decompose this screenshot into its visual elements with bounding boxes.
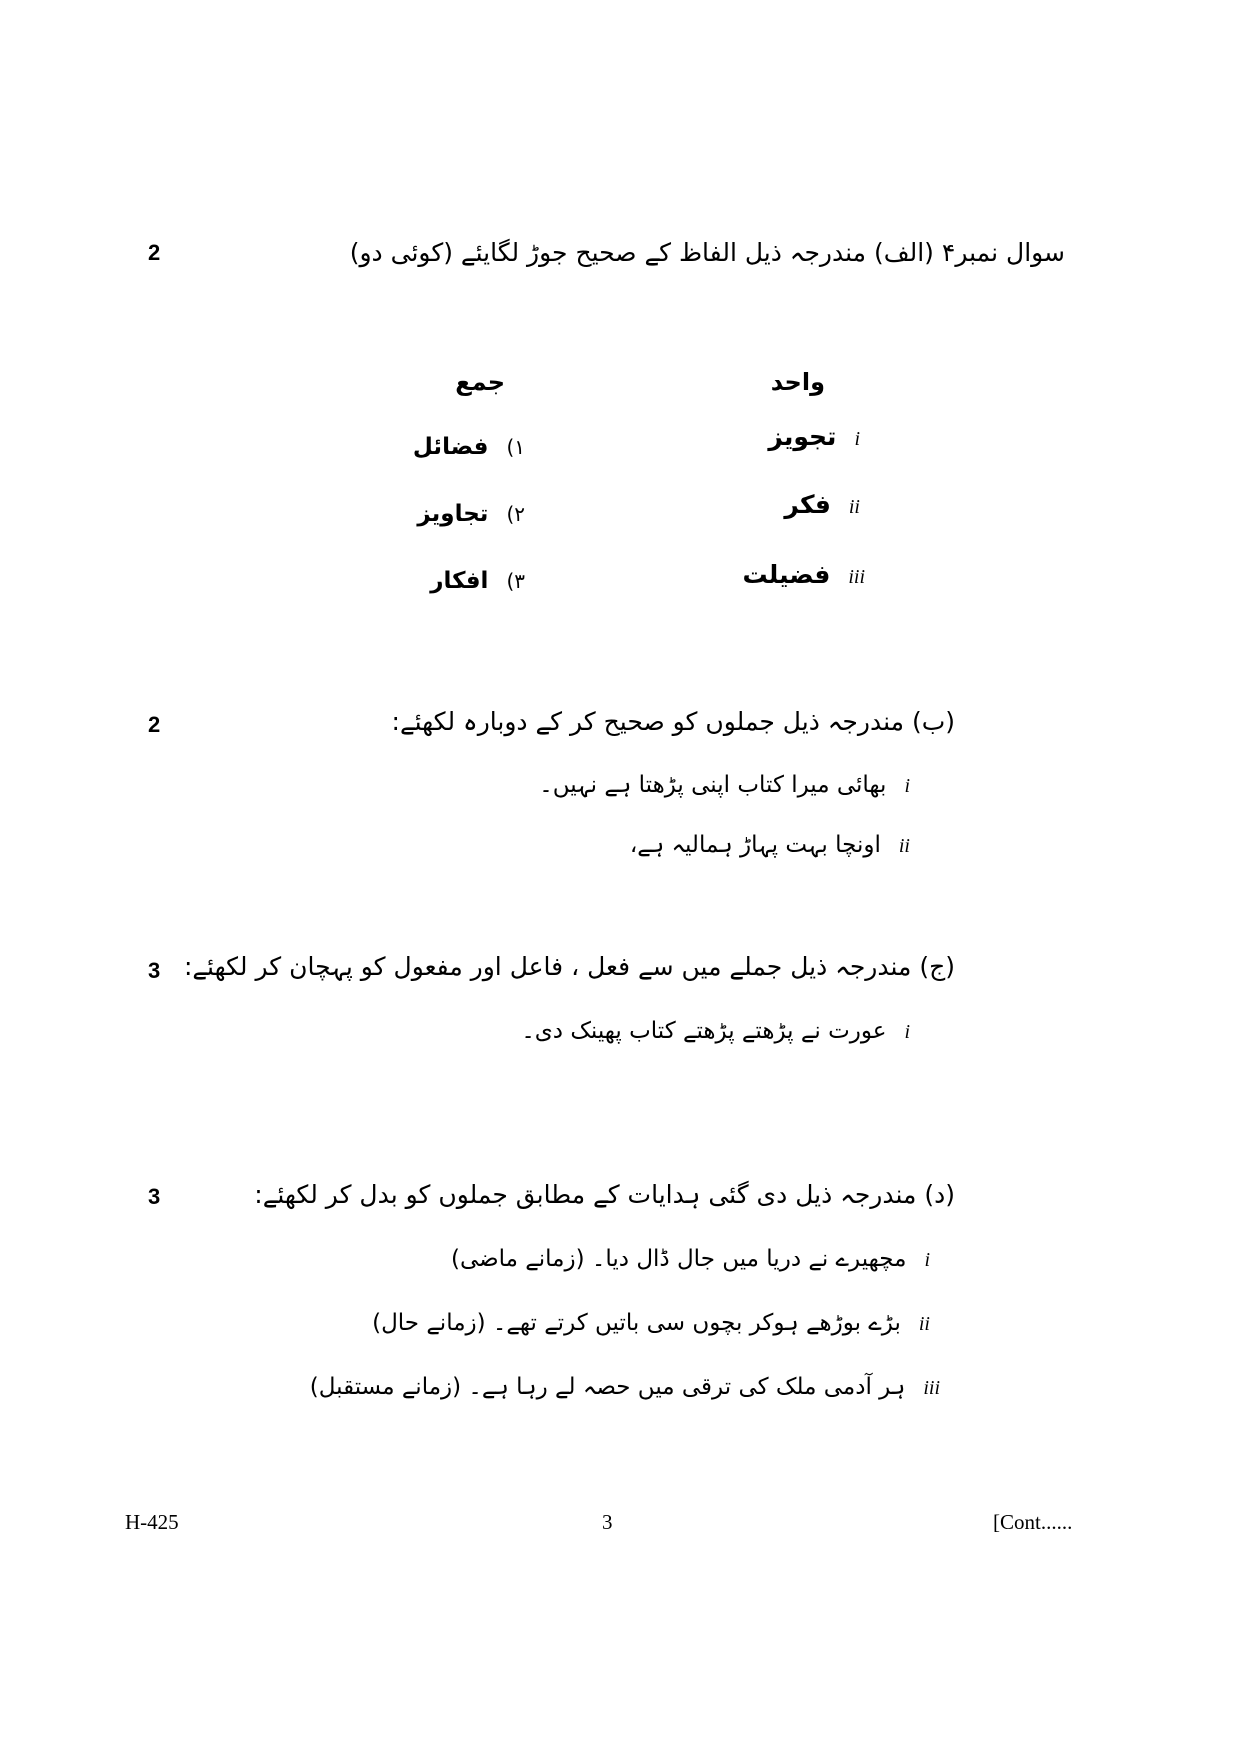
plural-item [417, 501, 525, 527]
item-text: اونچا بہت پہاڑ ہمالیہ ہے، [629, 832, 881, 858]
item-number: ii [918, 1313, 930, 1335]
item-number: ۱) [506, 435, 525, 459]
q4d-item [451, 1246, 930, 1272]
singular-word: فضیلت [742, 560, 831, 589]
plural-item [430, 568, 525, 594]
item-number: i [904, 775, 910, 797]
q4a-marks: 2 [148, 240, 161, 265]
item-number: ۲) [506, 502, 525, 526]
q4c-marks: 3 [148, 958, 161, 983]
plural-column-header: جمع [455, 368, 505, 396]
continuation-note: [Cont...... [993, 1510, 1073, 1534]
item-number: ii [848, 496, 860, 518]
item-number: i [904, 1021, 910, 1043]
plural-item [413, 434, 525, 460]
q4d-item [310, 1374, 940, 1400]
q4b-marks: 2 [148, 712, 161, 737]
page-number: 3 [602, 1510, 613, 1534]
singular-item [742, 560, 865, 589]
q4d-item [372, 1310, 930, 1336]
q4d-marks: 3 [148, 1184, 161, 1209]
item-text: ہر آدمی ملک کی ترقی میں حصہ لے رہا ہے۔ (زمانے مستقبل) [309, 1374, 906, 1400]
q4c-heading: (ج) مندرجہ ذیل جملے میں سے فعل ، فاعل اور مفعول کو پہچان کر لکھئے: [183, 952, 955, 981]
item-number: iii [923, 1377, 940, 1399]
singular-item [768, 422, 860, 451]
plural-word: تجاویز [417, 501, 489, 527]
singular-column-header: واحد [770, 368, 825, 396]
plural-word: افکار [430, 568, 489, 594]
item-text: مچھیرے نے دریا میں جال ڈال دیا۔ (زمانے ماضی) [450, 1246, 907, 1272]
item-number: i [854, 428, 860, 450]
item-text: بھائی میرا کتاب اپنی پڑھتا ہے نہیں۔ [539, 772, 887, 798]
singular-word: تجویز [768, 422, 837, 451]
q4b-heading: (ب) مندرجہ ذیل جملوں کو صحیح کر کے دوبارہ لکھئے: [391, 707, 955, 736]
plural-word: فضائل [412, 434, 489, 460]
singular-item [784, 490, 860, 519]
item-number: iii [848, 566, 865, 588]
item-text: عورت نے پڑھتے پڑھتے کتاب پھینک دی۔ [521, 1018, 887, 1044]
singular-word: فکر [784, 490, 831, 519]
item-number: ii [898, 835, 910, 857]
q4c-item [521, 1018, 910, 1044]
q4b-item [539, 772, 910, 798]
item-text: بڑے بوڑھے ہوکر بچوں سی باتیں کرتے تھے۔ (زمانے حال) [372, 1310, 901, 1336]
item-number: i [924, 1249, 930, 1271]
paper-code: H-425 [125, 1510, 179, 1534]
item-number: ۳) [506, 569, 525, 593]
q4b-item [630, 832, 910, 858]
q4d-heading: (د) مندرجہ ذیل دی گئی ہدایات کے مطابق جملوں کو بدل کر لکھئے: [254, 1180, 955, 1209]
q4a-heading: سوال نمبر۴ (الف) مندرجہ ذیل الفاظ کے صحیح جوڑ لگایئے (کوئی دو) [349, 238, 1065, 267]
